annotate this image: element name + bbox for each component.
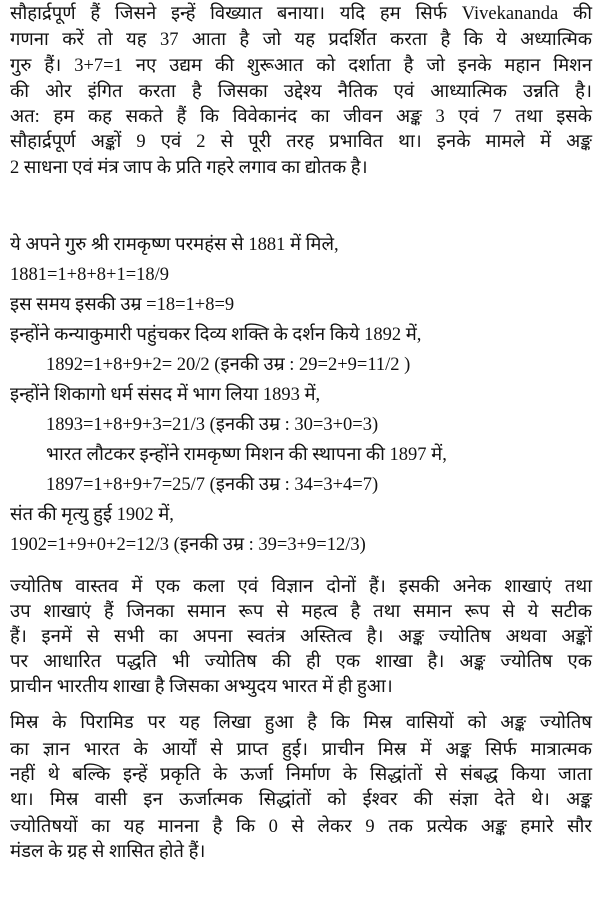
text-line: गणना करें तो यह 37 आता है जो यह प्रदर्शित करता है कि ये अध्यात्मिक xyxy=(10,30,592,50)
text-line: का ज्ञान भारत के आर्यों से प्राप्त हुई। प्राचीन मिस्र में अङ्क सिर्फ मात्रात्मक xyxy=(10,740,592,760)
text-line: सौहार्द्रपूर्ण हैं जिसने इन्हें विख्यात बनाया। यदि हम सिर्फ Vivekananda की xyxy=(10,4,592,24)
text-line: की ओर इंगित करता है जिसका उद्देश्य नैतिक एवं आध्यात्मिक उन्नति है। xyxy=(10,82,592,102)
text-line: 1893=1+8+9+3=21/3 (इनकी उम्र : 30=3+0=3) xyxy=(46,415,379,435)
text-line: इन्होंने कन्याकुमारी पहुंचकर दिव्य शक्ति के दर्शन किये 1892 में, xyxy=(10,325,422,345)
text-line: भारत लौटकर इन्होंने रामकृष्ण मिशन की स्थापना की 1897 में, xyxy=(46,445,447,465)
text-line: मंडल के ग्रह से शासित होते हैं। xyxy=(10,842,206,862)
text-line: 1897=1+8+9+7=25/7 (इनकी उम्र : 34=3+4=7) xyxy=(46,475,379,495)
text-line: था। मिस्र वासी इन ऊर्जात्मक सिद्धांतों को ईश्वर की संज्ञा देते थे। अङ्क xyxy=(10,790,592,810)
text-line: प्राचीन भारतीय शाखा है जिसका अभ्युदय भारत में ही हुआ। xyxy=(10,677,393,697)
text-line: इस समय इसकी उम्र =18=1+8=9 xyxy=(10,295,235,315)
text-line: इन्होंने शिकागो धर्म संसद में भाग लिया 1893 में, xyxy=(10,385,321,405)
text-line: 1881=1+8+8+1=18/9 xyxy=(10,265,170,285)
text-line: 2 साधना एवं मंत्र जाप के प्रति गहरे लगाव का द्योतक है। xyxy=(10,158,368,178)
text-line: ज्योतिष वास्तव में एक कला एवं विज्ञान दोनों हैं। इसकी अनेक शाखाएं तथा xyxy=(10,577,592,597)
text-line: उप शाखाएं हैं जिनका समान रूप से महत्व है तथा समान रूप से ये सटीक xyxy=(10,602,592,622)
text-line: ये अपने गुरु श्री रामकृष्ण परमहंस से 1881 में मिले, xyxy=(10,235,339,255)
text-line: 1902=1+9+0+2=12/3 (इनकी उम्र : 39=3+9=12/3) xyxy=(10,535,366,555)
text-line: सौहार्द्रपूर्ण अङ्कों 9 एवं 2 से पूरी तरह प्रभावित था। इनके मामले में अङ्क xyxy=(10,132,592,152)
text-line: गुरु हैं। 3+7=1 नए उद्यम की शुरूआत को दर्शाता है जो इनके महान मिशन xyxy=(10,56,592,76)
text-line: पर आधारित पद्धति भी ज्योतिष की ही एक शाखा है। अङ्क ज्योतिष एक xyxy=(10,652,592,672)
text-line: ज्योतिषयों का यह मानना है कि 0 से लेकर 9 तक प्रत्येक अङ्क हमारे सौर xyxy=(10,817,592,837)
text-line: 1892=1+8+9+2= 20/2 (इनकी उम्र : 29=2+9=11/2 ) xyxy=(46,355,411,375)
text-line: अत: हम कह सकते हैं कि विवेकानंद का जीवन अङ्क 3 एवं 7 तथा इसके xyxy=(10,107,592,127)
text-line: हैं। इनमें से सभी का अपना स्वतंत्र अस्तित्व है। अङ्क ज्योतिष अथवा अङ्कों xyxy=(10,627,592,647)
text-line: नहीं थे बल्कि इन्हें प्रकृति के ऊर्जा निर्माण के सिद्धांतों से संबद्ध किया जाता xyxy=(10,765,592,785)
text-line: मिस्र के पिरामिड पर यह लिखा हुआ है कि मिस्र वासियों को अङ्क ज्योतिष xyxy=(10,713,592,733)
text-line: संत की मृत्यु हुई 1902 में, xyxy=(10,505,174,525)
